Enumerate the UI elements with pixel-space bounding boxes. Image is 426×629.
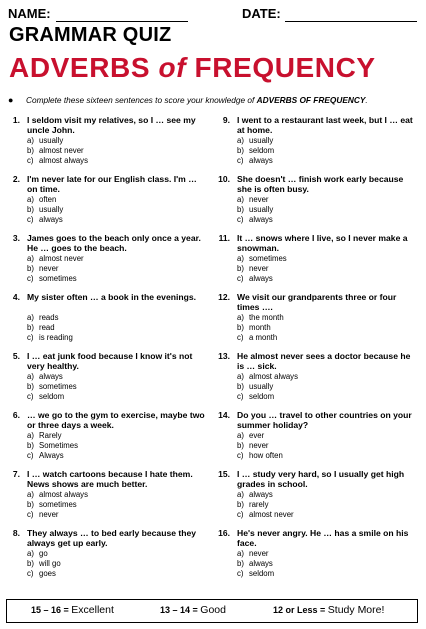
answer-option[interactable] bbox=[27, 323, 73, 333]
option-text: almost never bbox=[39, 254, 84, 263]
option-letter: a) bbox=[237, 254, 244, 263]
option-text: almost never bbox=[249, 510, 294, 520]
question-number: 11. bbox=[218, 233, 230, 243]
question-number: 6. bbox=[12, 410, 20, 420]
option-text: never bbox=[39, 264, 59, 274]
option-letter: b) bbox=[237, 382, 244, 392]
question-item bbox=[216, 410, 421, 469]
answer-option[interactable] bbox=[27, 274, 84, 284]
option-text: almost never bbox=[39, 146, 84, 156]
answer-options bbox=[27, 372, 77, 403]
option-text: goes bbox=[39, 569, 56, 579]
option-text: seldom bbox=[249, 146, 275, 156]
answer-option[interactable] bbox=[237, 549, 274, 559]
question-number: 13. bbox=[218, 351, 230, 361]
option-text: almost always bbox=[39, 490, 88, 499]
option-letter: c) bbox=[237, 392, 244, 402]
question-item bbox=[216, 174, 421, 233]
question-text: She doesn't … finish work early because she is often busy. bbox=[237, 174, 404, 195]
option-letter: b) bbox=[27, 500, 34, 510]
option-text: ever bbox=[249, 431, 265, 440]
option-text: never bbox=[249, 549, 269, 558]
option-letter: a) bbox=[27, 549, 34, 558]
option-letter: a) bbox=[27, 254, 34, 263]
option-letter: b) bbox=[237, 264, 244, 274]
instruction bbox=[8, 95, 420, 105]
answer-option[interactable] bbox=[237, 431, 283, 441]
option-letter: b) bbox=[237, 146, 244, 156]
option-letter: a) bbox=[27, 431, 34, 440]
questions-column-left bbox=[6, 115, 211, 587]
question-item bbox=[216, 115, 421, 174]
option-letter: b) bbox=[27, 559, 34, 569]
option-letter: c) bbox=[237, 510, 244, 520]
answer-option[interactable] bbox=[237, 392, 298, 402]
option-letter: b) bbox=[237, 323, 244, 333]
question-number: 10. bbox=[218, 174, 230, 184]
answer-options bbox=[237, 195, 273, 226]
option-letter: c) bbox=[237, 274, 244, 284]
answer-option[interactable] bbox=[237, 441, 283, 451]
option-letter: c) bbox=[237, 156, 244, 166]
answer-option[interactable] bbox=[27, 549, 61, 559]
answer-options bbox=[237, 136, 274, 167]
answer-option[interactable] bbox=[27, 215, 63, 225]
answer-option[interactable] bbox=[27, 333, 73, 343]
option-text: never bbox=[249, 195, 269, 204]
answer-option[interactable] bbox=[237, 382, 298, 392]
answer-option[interactable] bbox=[27, 156, 88, 166]
question-number: 8. bbox=[12, 528, 20, 538]
option-text: seldom bbox=[39, 392, 65, 402]
answer-option[interactable] bbox=[237, 569, 274, 579]
answer-option[interactable] bbox=[27, 146, 88, 156]
option-letter: a) bbox=[237, 372, 244, 381]
question-item bbox=[6, 174, 211, 233]
option-text: always bbox=[249, 490, 273, 499]
question-text: We visit our grandparents three or four times …. bbox=[237, 292, 397, 313]
option-text: go bbox=[39, 549, 48, 558]
answer-options bbox=[237, 549, 274, 580]
answer-option[interactable] bbox=[27, 569, 61, 579]
answer-options bbox=[237, 372, 298, 403]
option-letter: a) bbox=[27, 136, 34, 145]
answer-option[interactable] bbox=[27, 392, 77, 402]
option-letter: a) bbox=[27, 490, 34, 499]
answer-option[interactable] bbox=[27, 382, 77, 392]
answer-option[interactable] bbox=[237, 323, 284, 333]
answer-option[interactable] bbox=[237, 215, 273, 225]
questions-column-right bbox=[216, 115, 421, 587]
answer-option[interactable] bbox=[27, 136, 88, 146]
question-number: 14. bbox=[218, 410, 230, 420]
instruction-text: Complete these sixteen sentences to score your knowledge of bbox=[26, 95, 257, 105]
option-letter: c) bbox=[27, 274, 34, 284]
question-item bbox=[216, 233, 421, 292]
option-letter: a) bbox=[27, 195, 34, 204]
option-text: a month bbox=[249, 333, 278, 343]
answer-options bbox=[27, 254, 84, 285]
question-item bbox=[216, 351, 421, 410]
option-letter: b) bbox=[237, 441, 244, 451]
answer-option[interactable] bbox=[237, 510, 294, 520]
option-letter: a) bbox=[237, 549, 244, 558]
option-text: seldom bbox=[249, 392, 275, 402]
option-letter: a) bbox=[237, 313, 244, 322]
score-label: Study More! bbox=[327, 604, 385, 616]
question-number: 15. bbox=[218, 469, 230, 479]
title-part-frequency: FREQUENCY bbox=[186, 52, 376, 83]
score-label: Good bbox=[200, 604, 226, 616]
option-letter: a) bbox=[27, 372, 34, 381]
answer-option[interactable] bbox=[237, 254, 287, 264]
bullet-icon: ● bbox=[8, 95, 14, 105]
answer-options bbox=[27, 490, 88, 521]
question-number: 7. bbox=[12, 469, 20, 479]
option-letter: a) bbox=[237, 136, 244, 145]
question-text: They always … to bed early because they always get up early. bbox=[27, 528, 197, 549]
option-letter: a) bbox=[237, 490, 244, 499]
option-text: always bbox=[249, 215, 273, 225]
option-text: always bbox=[249, 156, 273, 166]
question-item bbox=[6, 292, 211, 351]
answer-option[interactable] bbox=[27, 254, 84, 264]
option-letter: a) bbox=[27, 313, 34, 322]
question-text: It … snows where I live, so I never make a snowman. bbox=[237, 233, 408, 254]
answer-options bbox=[27, 136, 88, 167]
option-letter: b) bbox=[237, 205, 244, 215]
score-box bbox=[6, 599, 418, 623]
answer-option[interactable] bbox=[27, 500, 88, 510]
option-letter: c) bbox=[237, 215, 244, 225]
option-text: almost always bbox=[249, 372, 298, 381]
option-text: seldom bbox=[249, 569, 275, 579]
option-letter: b) bbox=[27, 264, 34, 274]
answer-options bbox=[27, 431, 78, 462]
date-label: DATE: bbox=[242, 6, 281, 21]
question-text: I … eat junk food because I know it's not very healthy. bbox=[27, 351, 193, 372]
instruction-end: . bbox=[365, 95, 368, 105]
option-text: how often bbox=[249, 451, 283, 461]
option-text: Sometimes bbox=[39, 441, 78, 451]
answer-option[interactable] bbox=[237, 372, 298, 382]
answer-option[interactable] bbox=[27, 431, 78, 441]
answer-options bbox=[27, 549, 61, 580]
option-letter: c) bbox=[27, 215, 34, 225]
option-letter: c) bbox=[27, 510, 34, 520]
option-text: sometimes bbox=[39, 274, 77, 284]
option-letter: b) bbox=[27, 205, 34, 215]
option-text: is reading bbox=[39, 333, 73, 343]
question-text: I'm never late for our English class. I'm … on time. bbox=[27, 174, 197, 195]
score-range: 15 – 16 = bbox=[31, 605, 72, 615]
title-part-of: of bbox=[158, 52, 187, 83]
option-text: never bbox=[249, 441, 269, 451]
question-item bbox=[216, 469, 421, 528]
option-text: almost always bbox=[39, 156, 88, 166]
answer-option[interactable] bbox=[237, 136, 274, 146]
question-text: I went to a restaurant last week, but I … eat at home. bbox=[237, 115, 413, 136]
option-text: Always bbox=[39, 451, 64, 461]
answer-option[interactable] bbox=[27, 372, 77, 382]
answer-option[interactable] bbox=[27, 451, 78, 461]
main-title bbox=[9, 52, 376, 84]
option-text: never bbox=[39, 510, 59, 520]
question-text: … we go to the gym to exercise, maybe two or three days a week. bbox=[27, 410, 205, 431]
option-letter: c) bbox=[27, 333, 34, 343]
question-item bbox=[6, 115, 211, 174]
quiz-title: GRAMMAR QUIZ bbox=[9, 24, 172, 46]
question-item bbox=[6, 233, 211, 292]
question-text: I … watch cartoons because I hate them. News shows are much better. bbox=[27, 469, 193, 490]
option-letter: c) bbox=[237, 569, 244, 579]
answer-option[interactable] bbox=[237, 451, 283, 461]
option-letter: b) bbox=[27, 146, 34, 156]
option-text: sometimes bbox=[39, 500, 77, 510]
option-text: usually bbox=[39, 205, 64, 215]
option-letter: c) bbox=[237, 451, 244, 461]
answer-option[interactable] bbox=[27, 510, 88, 520]
date-line[interactable] bbox=[285, 21, 417, 22]
answer-option[interactable] bbox=[237, 559, 274, 569]
answer-option[interactable] bbox=[237, 264, 287, 274]
question-item bbox=[6, 410, 211, 469]
option-text: Rarely bbox=[39, 431, 62, 440]
option-text: will go bbox=[39, 559, 61, 569]
score-good bbox=[160, 604, 226, 616]
answer-option[interactable] bbox=[237, 156, 274, 166]
answer-option[interactable] bbox=[27, 490, 88, 500]
score-study-more bbox=[273, 604, 384, 616]
option-letter: a) bbox=[237, 195, 244, 204]
question-text: James goes to the beach only once a year. He … goes to the beach. bbox=[27, 233, 201, 254]
question-number: 16. bbox=[218, 528, 230, 538]
option-letter: b) bbox=[27, 382, 34, 392]
question-text: My sister often … a book in the evenings. bbox=[27, 292, 197, 302]
answer-option[interactable] bbox=[237, 146, 274, 156]
question-number: 4. bbox=[12, 292, 20, 302]
option-letter: c) bbox=[237, 333, 244, 343]
question-text: He almost never sees a doctor because he is … sick. bbox=[237, 351, 411, 372]
score-range: 12 or Less = bbox=[273, 605, 328, 615]
question-number: 1. bbox=[12, 115, 20, 125]
option-text: often bbox=[39, 195, 57, 204]
answer-option[interactable] bbox=[237, 274, 287, 284]
question-item bbox=[6, 469, 211, 528]
answer-options bbox=[237, 490, 294, 521]
option-letter: b) bbox=[27, 323, 34, 333]
question-item bbox=[216, 292, 421, 351]
option-text: usually bbox=[39, 136, 64, 145]
option-letter: b) bbox=[27, 441, 34, 451]
option-letter: c) bbox=[27, 392, 34, 402]
option-letter: c) bbox=[27, 569, 34, 579]
option-text: usually bbox=[249, 205, 274, 215]
option-text: always bbox=[249, 559, 273, 569]
option-text: never bbox=[249, 264, 269, 274]
question-text: Do you … travel to other countries on your summer holiday? bbox=[237, 410, 412, 431]
question-number: 9. bbox=[222, 115, 230, 125]
answer-option[interactable] bbox=[237, 500, 294, 510]
name-date-bar bbox=[8, 6, 418, 24]
question-number: 5. bbox=[12, 351, 20, 361]
option-letter: b) bbox=[237, 500, 244, 510]
question-number: 2. bbox=[12, 174, 20, 184]
option-text: read bbox=[39, 323, 55, 333]
option-text: reads bbox=[39, 313, 59, 322]
score-label: Excellent bbox=[71, 604, 114, 616]
question-text: I seldom visit my relatives, so I … see my uncle John. bbox=[27, 115, 196, 136]
option-text: always bbox=[39, 215, 63, 225]
option-text: rarely bbox=[249, 500, 269, 510]
option-text: sometimes bbox=[249, 254, 287, 263]
option-letter: c) bbox=[27, 451, 34, 461]
answer-options bbox=[27, 195, 63, 226]
answer-options bbox=[237, 431, 283, 462]
score-excellent bbox=[31, 604, 114, 616]
question-number: 12. bbox=[218, 292, 230, 302]
option-text: month bbox=[249, 323, 271, 333]
answer-option[interactable] bbox=[27, 264, 84, 274]
option-text: the month bbox=[249, 313, 284, 322]
answer-option[interactable] bbox=[27, 441, 78, 451]
answer-options bbox=[237, 254, 287, 285]
answer-option[interactable] bbox=[27, 195, 63, 205]
question-item bbox=[6, 528, 211, 587]
option-letter: b) bbox=[237, 559, 244, 569]
answer-option[interactable] bbox=[237, 490, 294, 500]
question-item bbox=[6, 351, 211, 410]
question-number: 3. bbox=[12, 233, 20, 243]
answer-option[interactable] bbox=[237, 313, 284, 323]
question-text: I … study very hard, so I usually get high grades in school. bbox=[237, 469, 405, 490]
answer-option[interactable] bbox=[237, 205, 273, 215]
option-text: always bbox=[249, 274, 273, 284]
question-item bbox=[216, 528, 421, 587]
score-range: 13 – 14 = bbox=[160, 605, 201, 615]
answer-option[interactable] bbox=[27, 313, 73, 323]
answer-option[interactable] bbox=[27, 205, 63, 215]
option-text: usually bbox=[249, 136, 274, 145]
option-text: always bbox=[39, 372, 63, 381]
question-text: He's never angry. He … has a smile on his face. bbox=[237, 528, 409, 549]
answer-options bbox=[27, 313, 73, 344]
option-text: usually bbox=[249, 382, 274, 392]
option-letter: c) bbox=[27, 156, 34, 166]
answer-option[interactable] bbox=[237, 195, 273, 205]
answer-option[interactable] bbox=[27, 559, 61, 569]
title-part-adverbs: ADVERBS bbox=[9, 52, 159, 83]
option-letter: a) bbox=[237, 431, 244, 440]
name-label: NAME: bbox=[8, 6, 51, 21]
answer-options bbox=[237, 313, 284, 344]
option-text: sometimes bbox=[39, 382, 77, 392]
name-line[interactable] bbox=[56, 21, 188, 22]
answer-option[interactable] bbox=[237, 333, 284, 343]
instruction-emphasis: ADVERBS OF FREQUENCY bbox=[256, 95, 366, 105]
